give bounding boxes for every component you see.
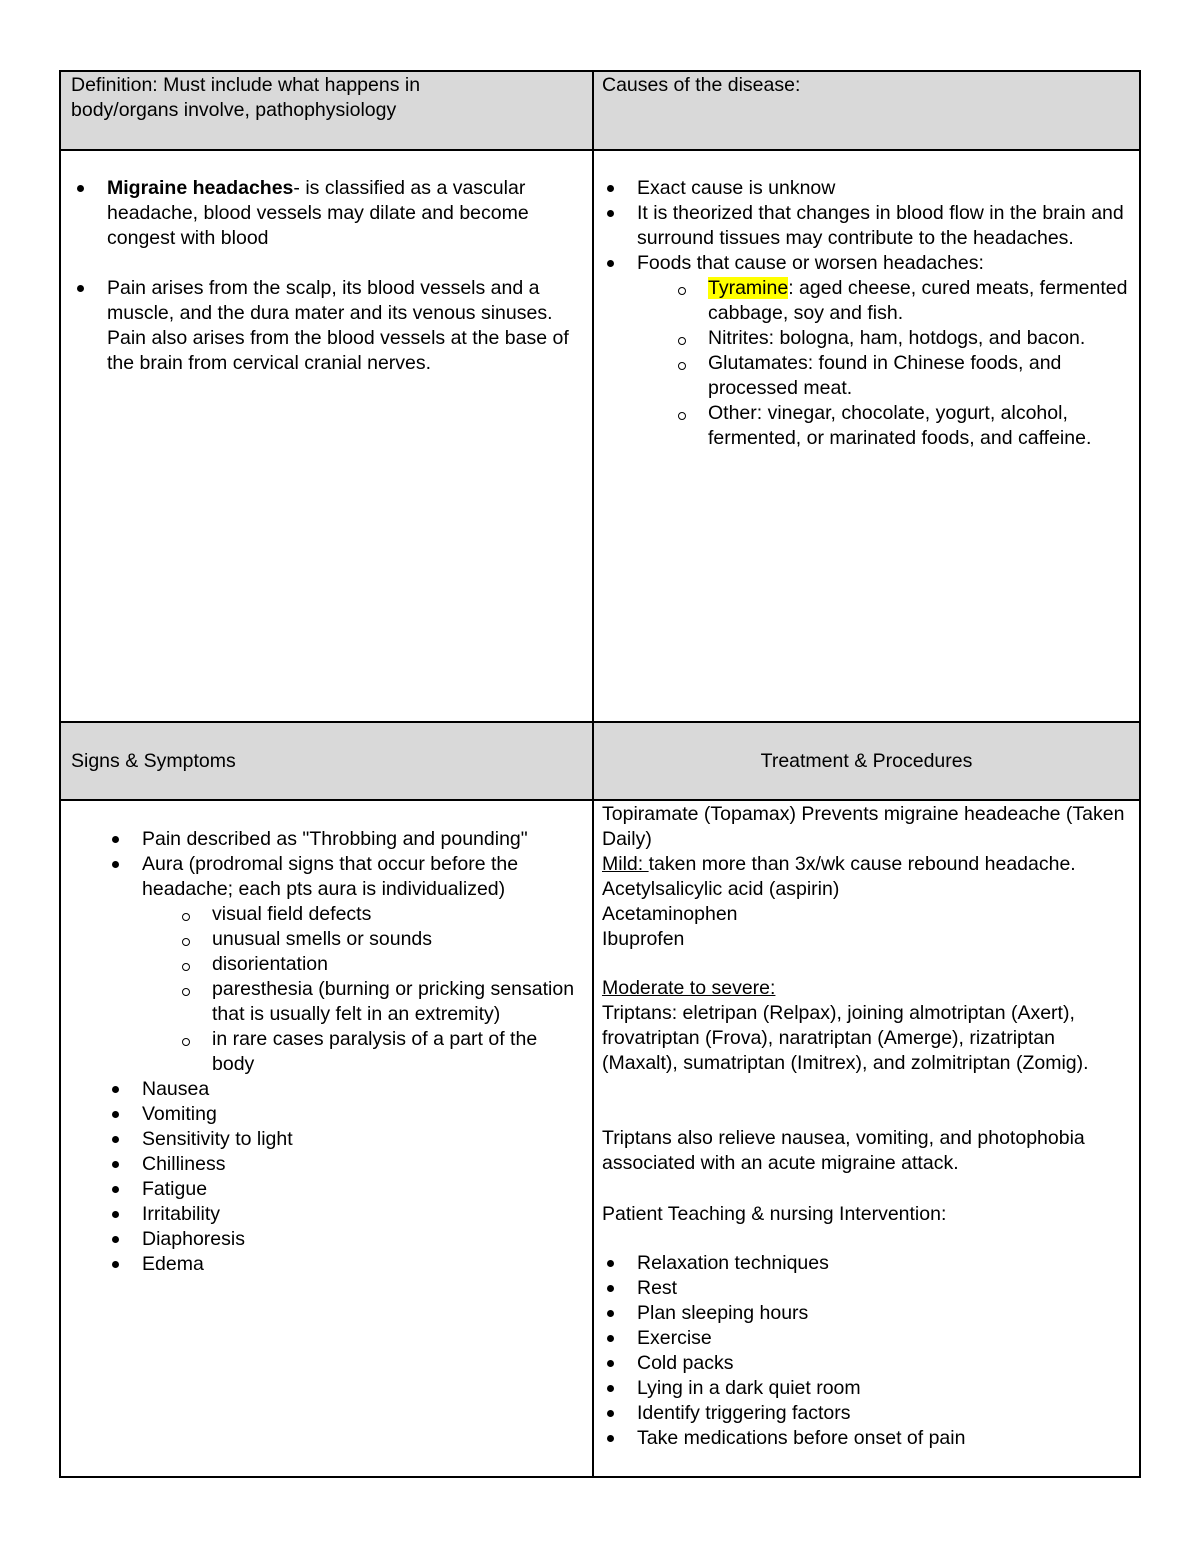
list-item: Lying in a dark quiet room	[637, 1376, 1135, 1401]
list-item: Take medications before onset of pain	[637, 1426, 1135, 1451]
definition-cell	[61, 151, 592, 721]
triptans-text: Triptans: eletripan (Relpax), joining almotriptan (Axert), frovatriptan (Frova), naratriptan (Amerge), rizatriptan (Maxalt), sumatriptan (Imitrex), and zolmitriptan (Zomig).	[602, 1002, 1089, 1074]
list-item: Rest	[637, 1276, 1135, 1301]
list-item: Diaphoresis	[142, 1227, 582, 1252]
causes-list	[637, 176, 1135, 276]
list-item: Nitrites: bologna, ham, hotdogs, and bacon.	[708, 326, 1135, 351]
list-item: Sensitivity to light	[142, 1127, 582, 1152]
list-item: Relaxation techniques	[637, 1251, 1135, 1276]
definition-header-cell	[61, 72, 592, 149]
moderate-label-text: Moderate to severe:	[602, 977, 776, 999]
tyramine-highlight: Tyramine	[708, 277, 789, 299]
tyramine-foods: : aged cheese, cured meats, fermented cabbage, soy and fish.	[708, 277, 1128, 324]
list-item	[107, 176, 582, 251]
teaching-list	[602, 1251, 1135, 1451]
list-item: paresthesia (burning or pricking sensation that is usually felt in an extremity)	[212, 977, 582, 1027]
list-item: Fatigue	[142, 1177, 582, 1202]
list-item: Foods that cause or worsen headaches:	[637, 251, 1135, 276]
drug-line: Ibuprofen	[602, 928, 685, 950]
signs-header: Signs & Symptoms	[71, 750, 236, 772]
list-item: Cold packs	[637, 1351, 1135, 1376]
aura-sublist	[142, 902, 582, 1077]
migraine-term: Migraine headaches	[107, 177, 294, 199]
signs-cell	[61, 801, 592, 1478]
list-item: Plan sleeping hours	[637, 1301, 1135, 1326]
list-item: Chilliness	[142, 1152, 582, 1177]
list-item: Pain described as "Throbbing and pounding"	[142, 827, 582, 852]
list-item: Exact cause is unknow	[637, 176, 1135, 201]
teaching-header: Patient Teaching & nursing Intervention:	[602, 1203, 947, 1225]
food-sublist	[637, 276, 1135, 451]
list-item: Edema	[142, 1252, 582, 1277]
list-item	[708, 276, 1135, 326]
list-item: Pain arises from the scalp, its blood vessels and a muscle, and the dura mater and its venous sinuses. Pain also arises from the blood vessels at the base of the brain from cervical cranial nerves.	[107, 276, 582, 376]
causes-header-cell	[594, 72, 1139, 149]
mild-drug-list	[602, 877, 1135, 952]
drug-line: Acetylsalicylic acid (aspirin)	[602, 878, 840, 900]
signs-list-continued	[142, 1077, 582, 1277]
treatment-cell	[594, 801, 1139, 1478]
migraine-definition: - is classified as a vascular headache, blood vessels may dilate and become congest with blood	[107, 177, 529, 249]
mild-text	[602, 852, 1135, 877]
list-item: Other: vinegar, chocolate, yogurt, alcohol, fermented, or marinated foods, and caffeine.	[708, 401, 1135, 451]
list-item: disorientation	[212, 952, 582, 977]
signs-list	[142, 827, 582, 902]
treatment-header-cell	[594, 723, 1139, 799]
mild-note: taken more than 3x/wk cause rebound headache.	[648, 853, 1076, 875]
causes-header: Causes of the disease:	[602, 74, 801, 96]
list-item: in rare cases paralysis of a part of the body	[212, 1027, 582, 1077]
list-item: unusual smells or sounds	[212, 927, 582, 952]
list-item: Glutamates: found in Chinese foods, and processed meat.	[708, 351, 1135, 401]
care-plan-table	[59, 70, 1141, 1478]
treatment-header: Treatment & Procedures	[760, 750, 973, 772]
list-item: Nausea	[142, 1077, 582, 1102]
list-item: Identify triggering factors	[637, 1401, 1135, 1426]
list-item: Aura (prodromal signs that occur before the headache; each pts aura is individualized)	[142, 852, 582, 902]
topiramate-text: Topiramate (Topamax) Prevents migraine headeache (Taken Daily)	[602, 803, 1125, 850]
list-item: Vomiting	[142, 1102, 582, 1127]
triptans-relief-text: Triptans also relieve nausea, vomiting, and photophobia associated with an acute migraine attack.	[602, 1127, 1085, 1174]
definition-header: Definition: Must include what happens in body/organs involve, pathophysiology	[71, 74, 421, 121]
signs-header-cell	[61, 723, 592, 799]
list-item: Exercise	[637, 1326, 1135, 1351]
list-item: Irritability	[142, 1202, 582, 1227]
definition-list	[107, 176, 582, 376]
moderate-label	[602, 976, 1135, 1001]
list-item: visual field defects	[212, 902, 582, 927]
list-item: It is theorized that changes in blood flow in the brain and surround tissues may contribute to the headaches.	[637, 201, 1135, 251]
drug-line: Acetaminophen	[602, 903, 738, 925]
mild-label: Mild:	[602, 853, 649, 875]
causes-cell	[594, 151, 1139, 721]
